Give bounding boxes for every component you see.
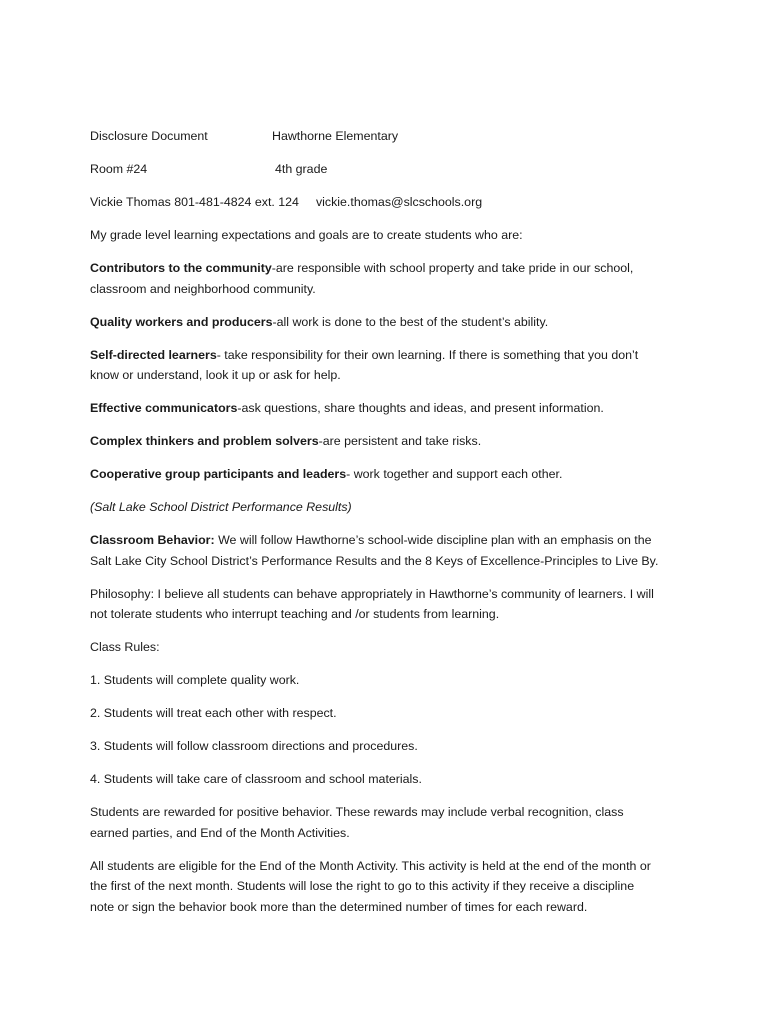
contact-line [90, 192, 690, 213]
source-note: (Salt Lake School District Performance Results) [90, 500, 352, 514]
behavior-text-cont: Salt Lake City School District’s Performance Results and the 8 Keys of Excellence-Principles to Live By. [90, 553, 659, 568]
grade-level: 4th grade [275, 162, 328, 176]
philosophy-text-cont: not tolerate students who interrupt teaching and /or students from learning. [90, 607, 500, 621]
rewards-text-cont: earned parties, and End of the Month Activities. [90, 825, 350, 840]
goal-term: Self-directed learners [90, 347, 217, 362]
goal-description: -are persistent and take risks. [318, 434, 482, 448]
rule-item: 3. Students will follow classroom directions and procedures. [90, 739, 418, 753]
goal-effective-communicators [90, 398, 690, 419]
contact-email: vickie.thomas@slcschools.org [315, 195, 483, 209]
rule-item: 1. Students will complete quality work. [90, 673, 300, 687]
header-row-room [90, 159, 690, 180]
goal-description: - work together and support each other. [346, 467, 563, 481]
goal-description-cont: know or understand, look it up or ask for help. [90, 368, 341, 382]
philosophy [90, 584, 690, 625]
document-page [90, 126, 690, 917]
goal-term: Effective communicators [90, 401, 238, 415]
intro-text: My grade level learning expectations and goals are to create students who are: [90, 228, 523, 242]
end-of-month-paragraph [90, 856, 690, 918]
rewards-paragraph [90, 802, 690, 843]
rewards-text: Students are rewarded for positive behavior. These rewards may include verbal recognition, class [90, 805, 624, 819]
behavior-text: We will follow Hawthorne’s school-wide discipline plan with an emphasis on the [214, 533, 652, 547]
rule-item: 2. Students will treat each other with respect. [90, 706, 337, 720]
goal-description: -all work is done to the best of the student’s ability. [272, 314, 549, 329]
contact-name-phone: Vickie Thomas 801-481-4824 ext. 124 [90, 195, 299, 209]
doc-title: Disclosure Document [90, 129, 208, 143]
goal-quality-workers [90, 312, 690, 333]
goal-term: Cooperative group participants and leaders [90, 467, 347, 481]
philosophy-text: Philosophy: I believe all students can behave appropriately in Hawthorne’s community of learners. I will [90, 586, 654, 601]
goal-description-cont: classroom and neighborhood community. [90, 281, 316, 296]
goal-complex-thinkers [90, 431, 690, 452]
rule-item: 4. Students will take care of classroom and school materials. [90, 772, 422, 786]
behavior-term: Classroom Behavior: [90, 533, 215, 547]
goal-description: -ask questions, share thoughts and ideas, and present information. [237, 401, 604, 415]
goal-description: -are responsible with school property and take pride in our school, [271, 261, 634, 275]
rules-heading: Class Rules: [90, 640, 160, 654]
goal-term: Quality workers and producers [90, 314, 273, 329]
classroom-behavior [90, 530, 690, 571]
room-number: Room #24 [90, 162, 148, 176]
goal-self-directed [90, 345, 690, 386]
goal-contributors [90, 258, 690, 299]
goal-cooperative-participants [90, 464, 690, 485]
goal-description: - take responsibility for their own learning. If there is something that you don’t [216, 347, 639, 362]
goal-term: Contributors to the community [90, 261, 272, 275]
header-row-title [90, 126, 690, 147]
goal-term: Complex thinkers and problem solvers [90, 434, 319, 448]
school-name: Hawthorne Elementary [272, 129, 399, 143]
end-of-month-text-cont: the first of the next month. Students will lose the right to go to this activity if they receive a discipline [90, 879, 635, 893]
end-of-month-text: All students are eligible for the End of the Month Activity. This activity is held at the end of the month or [90, 858, 651, 873]
end-of-month-text-cont: note or sign the behavior book more than the determined number of times for each reward. [90, 899, 588, 914]
